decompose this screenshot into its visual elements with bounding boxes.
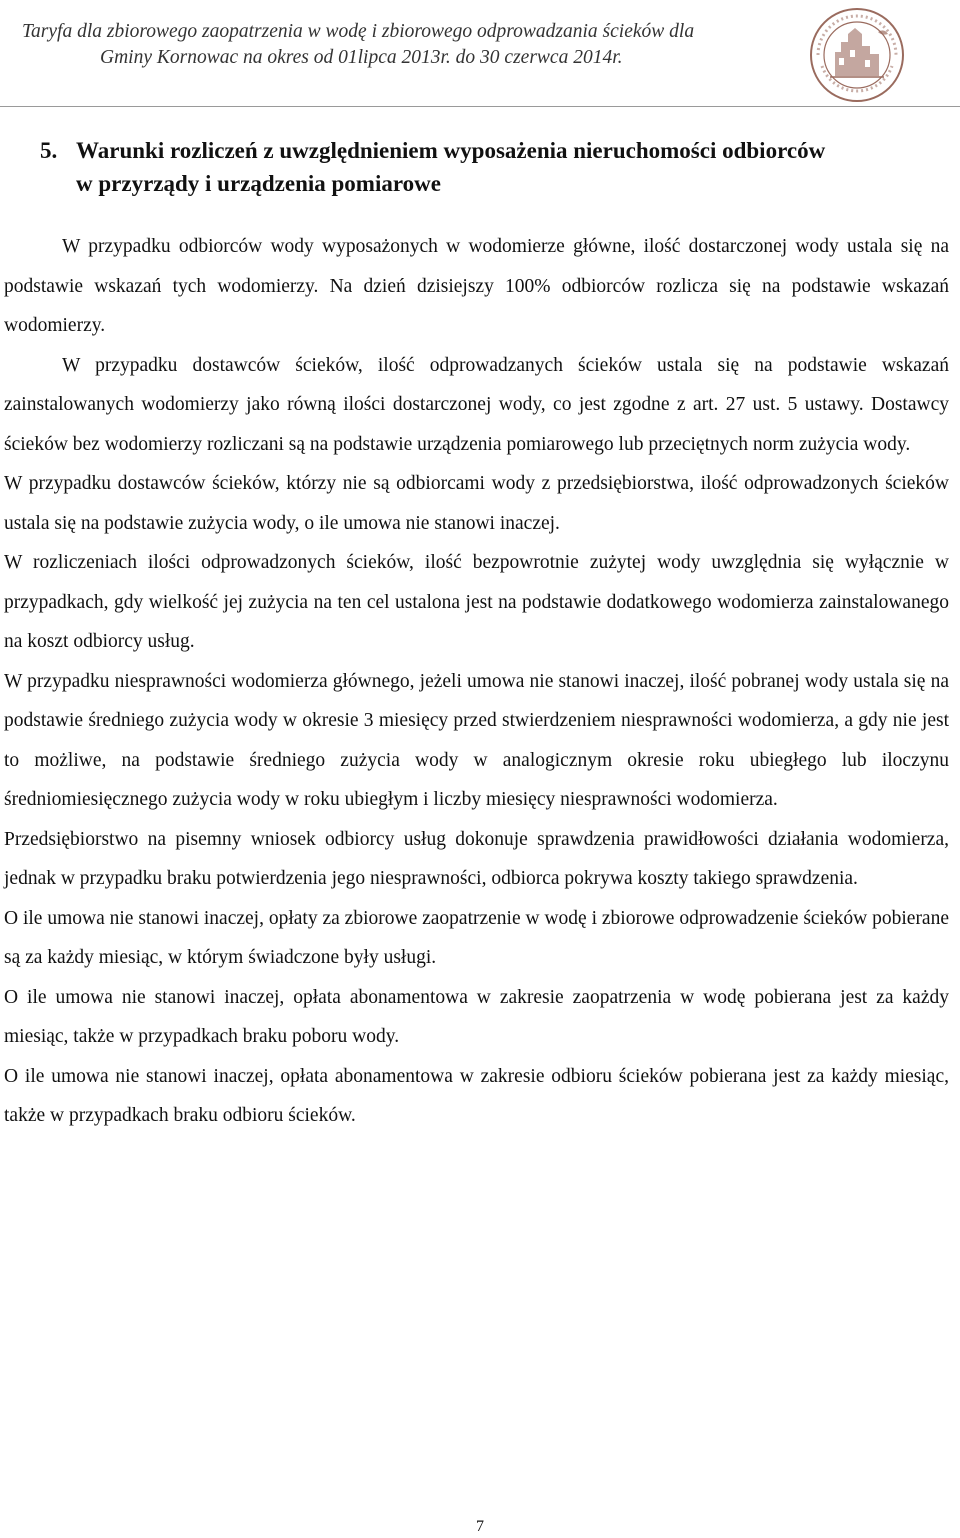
header-line-1: Taryfa dla zbiorowego zaopatrzenia w wodę i zbiorowego odprowadzania ścieków dla — [22, 21, 695, 42]
section-title-line-1: Warunki rozliczeń z uwzględnieniem wyposażenia nieruchomości odbiorców — [76, 138, 826, 163]
document-body — [4, 227, 949, 1136]
section-title-line-2: w przyrządy i urządzenia pomiarowe — [76, 171, 441, 196]
paragraph: Przedsiębiorstwo na pisemny wniosek odbiorcy usług dokonuje sprawdzenia prawidłowości działania wodomierza, jednak w przypadku braku potwierdzenia jego niesprawności, odbiorca pokrywa koszty takiego sprawdzenia. — [4, 828, 949, 889]
page-header — [0, 0, 960, 107]
paragraph: W przypadku niesprawności wodomierza głównego, jeżeli umowa nie stanowi inaczej, ilość pobranej wody ustala się na podstawie średniego zużycia wody w okresie 3 miesięcy przed stwierdzeniem niesprawności wodomierza, a gdy nie jest to możliwe, na podstawie średniego zużycia wody w analogicznym okresie roku ubiegłego lub iloczynu średniomiesięcznego zużycia wody w roku ubiegłym i liczby miesięcy niesprawności wodomierza. — [4, 670, 949, 810]
paragraph: W przypadku dostawców ścieków, ilość odprowadzanych ścieków ustala się na podstawie wskazań zainstalowanych wodomierzy jako równą ilości dostarczonej wody, co jest zgodne z art. 27 ust. 5 ustawy. Dostawcy ścieków bez wodomierzy rozliczani są na podstawie urządzenia pomiarowego lub przeciętnych norm zużycia wody. — [4, 354, 949, 455]
paragraph: O ile umowa nie stanowi inaczej, opłata abonamentowa w zakresie odbioru ścieków pobierana jest za każdy miesiąc, także w przypadkach braku odbioru ścieków. — [4, 1065, 949, 1126]
page-number: 7 — [476, 1518, 484, 1535]
section-number: 5. — [40, 138, 58, 163]
header-title — [22, 19, 792, 71]
paragraph: O ile umowa nie stanowi inaczej, opłata abonamentowa w zakresie zaopatrzenia w wodę pobierana jest za każdy miesiąc, także w przypadkach braku poboru wody. — [4, 986, 949, 1047]
paragraph: O ile umowa nie stanowi inaczej, opłaty za zbiorowe zaopatrzenie w wodę i zbiorowe odprowadzenie ścieków pobierane są za każdy miesiąc, w którym świadczone były usługi. — [4, 907, 949, 968]
paragraph: W przypadku odbiorców wody wyposażonych w wodomierze główne, ilość dostarczonej wody ustala się na podstawie wskazań tych wodomierzy. Na dzień dzisiejszy 100% odbiorców rozlicza się na podstawie wskazań wodomierzy. — [4, 236, 949, 336]
header-line-2: Gminy Kornowac na okres od 01lipca 2013r. do 30 czerwca 2014r. — [100, 47, 623, 68]
paragraph: W przypadku dostawców ścieków, którzy nie są odbiorcami wody z przedsiębiorstwa, ilość odprowadzonych ścieków ustala się na podstawie zużycia wody, o ile umowa nie stanowi inaczej. — [4, 473, 949, 534]
paragraph: W rozliczeniach ilości odprowadzonych ścieków, ilość bezpowrotnie zużytej wody uwzględnia się wyłącznie w przypadkach, gdy wielkość jej zużycia na ten cel ustalona jest na podstawie dodatkowego wodomierza zainstalowanego na koszt odbiorcy usług. — [4, 552, 949, 652]
company-seal-icon — [808, 6, 906, 104]
section-heading — [40, 134, 952, 200]
